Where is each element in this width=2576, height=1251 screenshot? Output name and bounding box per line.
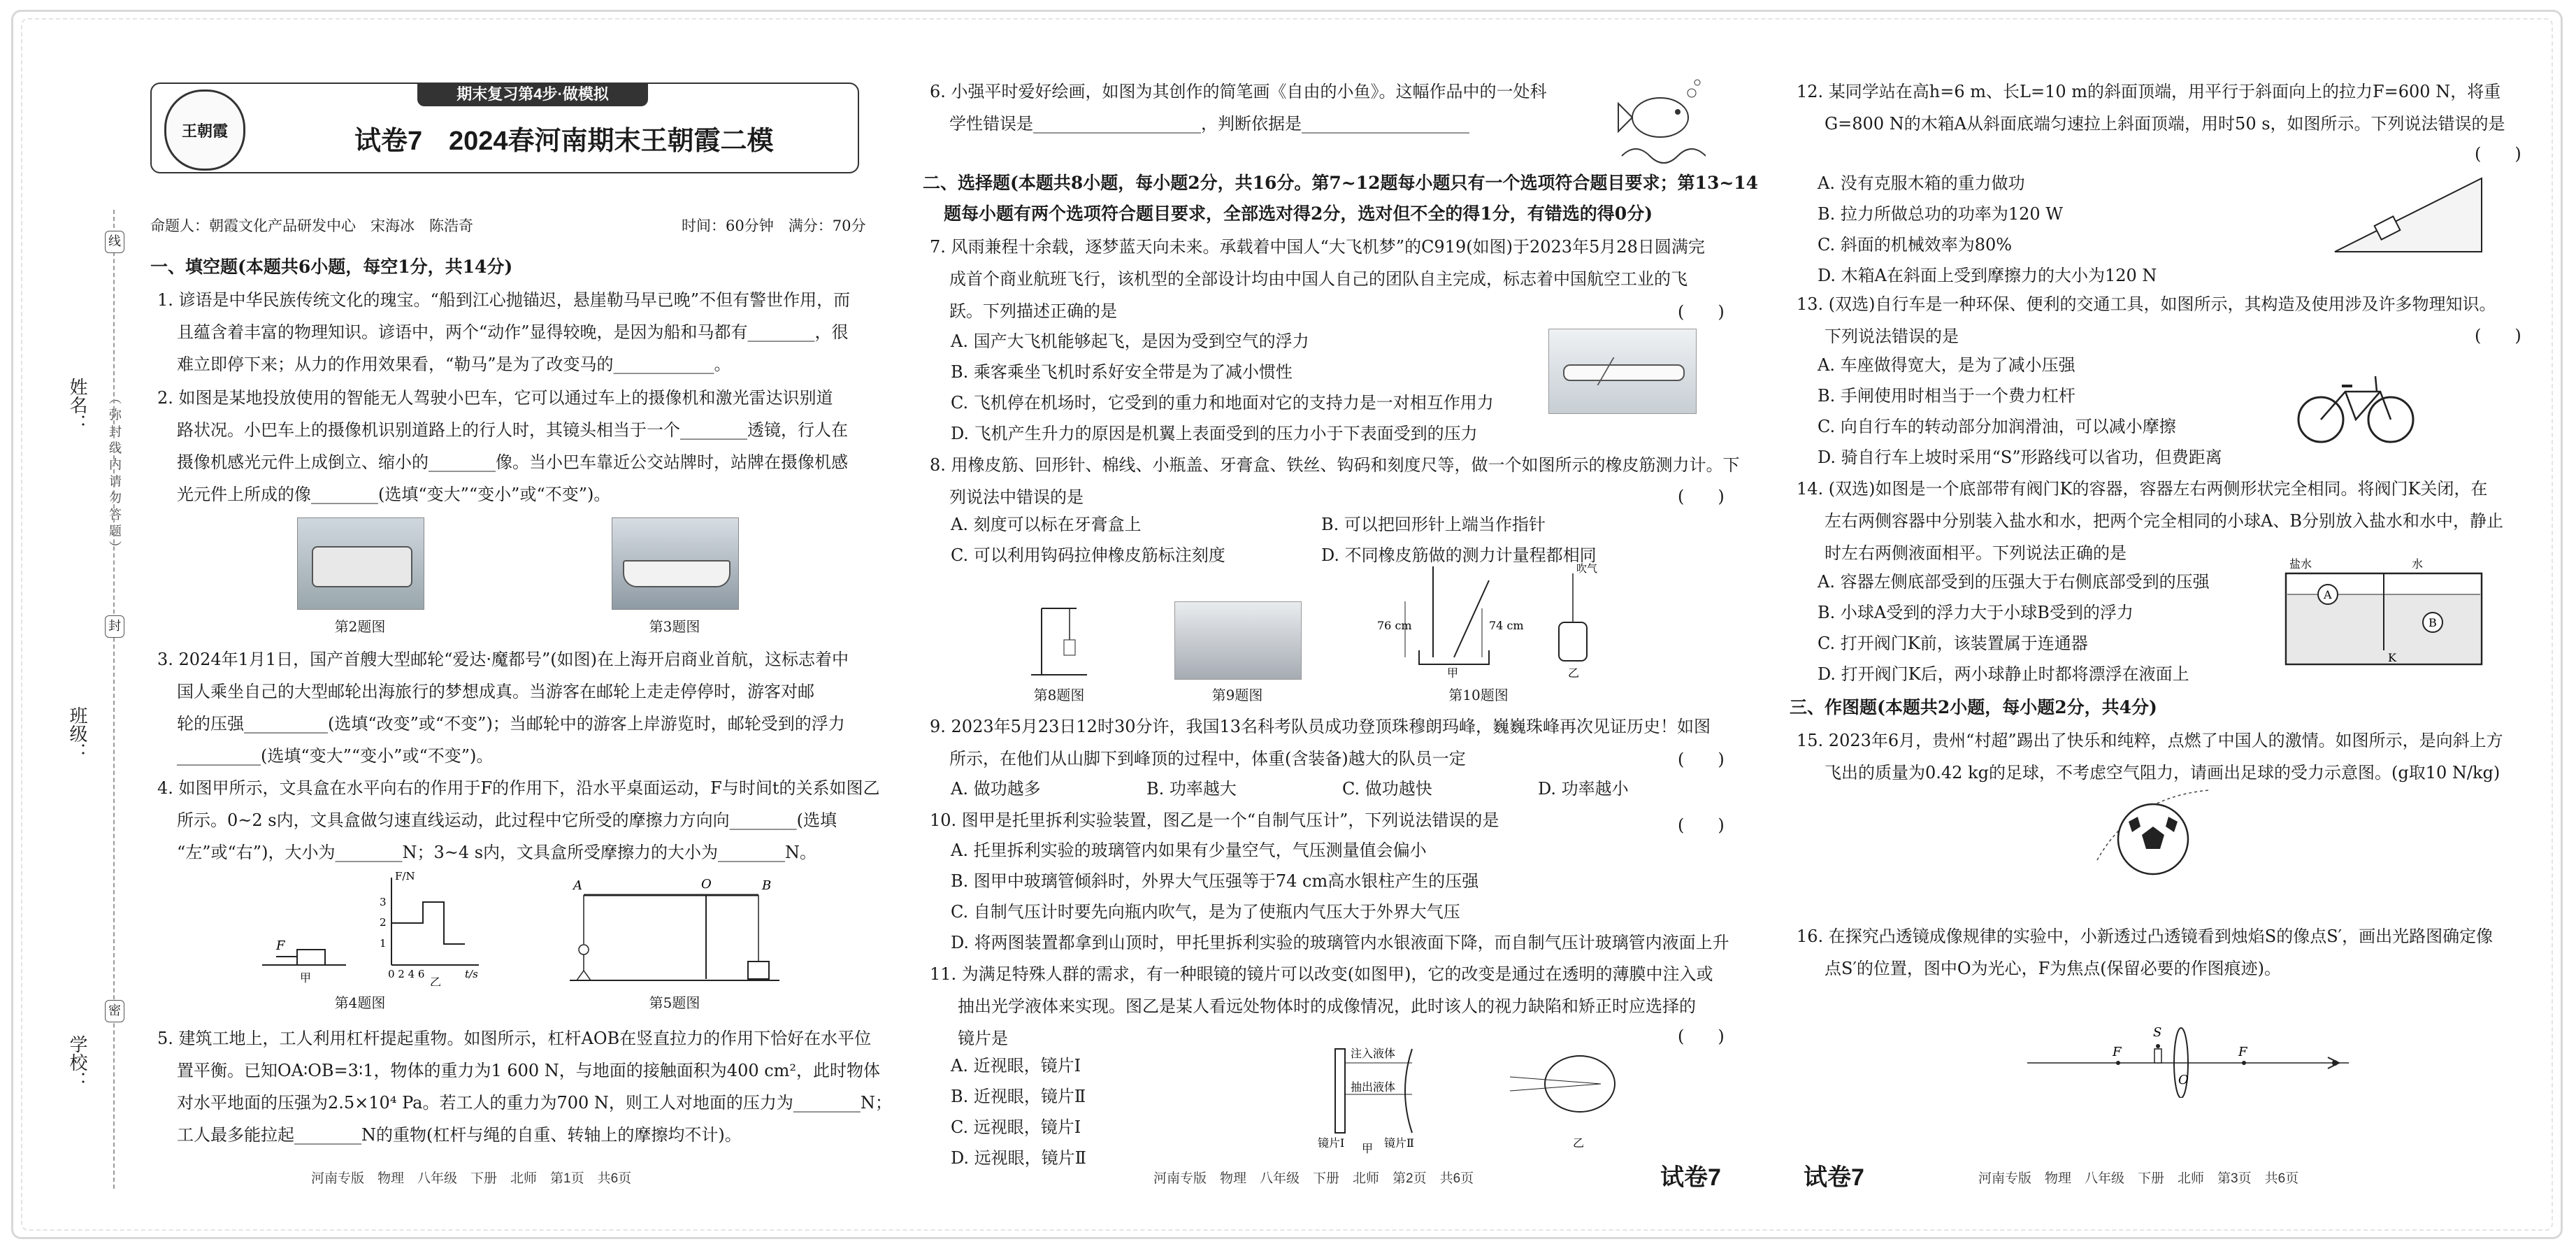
seal-mark-line: 线 — [105, 231, 124, 253]
fig10-caption: 第10题图 — [1448, 687, 1509, 703]
fig10-76cm: 76 cm — [1377, 619, 1412, 632]
fig8-caption: 第8题图 — [1033, 687, 1085, 703]
column-2 — [923, 0, 1759, 1251]
fig5-lever-diagram — [570, 867, 786, 986]
question-6: 6. 小强平时爱好绘画，如图为其创作的简笔画《自由的小鱼》。这幅作品中的一处科 学性错误是____________________，判断依据是____________________ — [930, 82, 1547, 134]
q13-answer-paren[interactable]: ( ) — [2475, 326, 2521, 345]
fig14-container — [2272, 552, 2503, 671]
exam-label-right: 试卷7 — [1804, 1164, 1864, 1191]
q8-option-a[interactable]: A. 刻度可以标在牙膏盒上 — [951, 515, 1142, 534]
page-title: 2024春河南期末王朝霞二模 — [449, 127, 774, 156]
fig10-74cm: 74 cm — [1489, 619, 1524, 632]
q12-option-b[interactable]: B. 拉力所做总功的功率为120 W — [1818, 204, 2063, 224]
question-13: 13. (双选)自行车是一种环保、便利的交通工具，如图所示，其构造及使用涉及许多物理知识。 下列说法错误的是 — [1797, 294, 2496, 346]
q11-answer-paren[interactable]: ( ) — [1678, 1027, 1725, 1046]
school-label: 学校： — [66, 1035, 87, 1089]
exam-label-middle: 试卷7 — [1660, 1164, 1721, 1191]
question-10: 10. 图甲是托里拆利实验装置，图乙是一个“自制气压计”，下列说法错误的是 — [930, 810, 1499, 830]
q10-option-c[interactable]: C. 自制气压计时要先向瓶内吹气，是为了使瓶内气压大于外界大气压 — [951, 902, 1460, 922]
question-11: 11. 为满足特殊人群的需求，有一种眼镜的镜片可以改变(如图甲)，它的改变是通过在透明的薄膜中注入或 抽出光学液体来实现。图乙是某人看远处物体时的成像情况，此时该人的视力缺陷和矫正时应选择的 镜片是 — [930, 964, 1713, 1048]
q12-answer-paren[interactable]: ( ) — [2475, 144, 2521, 164]
fig11-lens2: 镜片Ⅱ — [1384, 1136, 1414, 1150]
fig10-jia: 甲 — [1447, 666, 1459, 678]
fig16-S: S — [2153, 1025, 2162, 1040]
fig11-extract: 抽出液体 — [1351, 1080, 1396, 1094]
q13-option-c[interactable]: C. 向自行车的转动部分加润滑油，可以减小摩擦 — [1818, 417, 2176, 436]
fig3-caption: 第3题图 — [649, 618, 700, 635]
q8-option-b[interactable]: B. 可以把回形针上端当作指针 — [1321, 515, 1546, 534]
q8-option-c[interactable]: C. 可以利用钩码拉伸橡皮筋标注刻度 — [951, 545, 1225, 565]
fig12-incline — [2328, 168, 2489, 259]
fig10-yi: 乙 — [1568, 666, 1580, 678]
q11-option-c[interactable]: C. 远视眼，镜片Ⅰ — [951, 1117, 1081, 1137]
fig4-force-label: F — [276, 938, 285, 953]
fig4-y2: 2 — [380, 916, 387, 929]
q9-option-b[interactable]: B. 功率越大 — [1146, 779, 1237, 799]
fig5-caption: 第5题图 — [649, 994, 700, 1011]
q9-option-c[interactable]: C. 做功越快 — [1342, 779, 1432, 799]
name-label: 姓名： — [66, 378, 87, 432]
question-8: 8. 用橡皮筋、回形针、棉线、小瓶盖、牙膏盒、铁丝、钩码和刻度尺等，做一个如图所示的橡皮筋测力计。下 列说法中错误的是 — [930, 455, 1740, 507]
fig4-y1: 1 — [380, 937, 387, 950]
banner: 期末复习第4步·做模拟 — [417, 83, 648, 106]
q10-option-a[interactable]: A. 托里拆利实验的玻璃管内如果有少量空气，气压测量值会偏小 — [951, 841, 1427, 860]
question-3: 3. 2024年1月1日，国产首艘大型邮轮“爱达·魔都号”(如图)在上海开启商业首航，这标志着中 国人乘坐自己的大型邮轮出海旅行的梦想成真。当游客在邮轮上走走停停时，游客对邮 轮的压强__________(选填“改变”或“不变”)；当邮轮中的游客上岸游览时，邮轮受到的浮力 __________(选填“变大”“变小”或“不变”)。 — [157, 650, 849, 766]
fig9-climbers-photo — [1174, 601, 1302, 680]
fig4-t-label: t/s — [465, 968, 478, 980]
q11-option-b[interactable]: B. 近视眼，镜片Ⅱ — [951, 1087, 1086, 1106]
question-14: 14. (双选)如图是一个底部带有阀门K的容器，容器左右两侧形状完全相同。将阀门K关闭，在 左右两侧容器中分别装入盐水和水，把两个完全相同的小球A、B分别放入盐水和水中，静止 时左右两侧液面相平。下列说法正确的是 — [1797, 479, 2503, 563]
fig15-football — [2090, 783, 2216, 888]
q9-option-a[interactable]: A. 做功越多 — [951, 779, 1041, 799]
fig10-diagram — [1377, 559, 1601, 678]
fig4-yi-label: 乙 — [430, 975, 442, 986]
fig8-spring-scale — [1021, 601, 1098, 678]
fig9-caption: 第9题图 — [1211, 687, 1263, 703]
question-4: 4. 如图甲所示，文具盒在水平向右的作用于F的作用下，沿水平桌面运动，F与时间t的关系如图乙 所示。0~2 s内，文具盒做匀速直线运动，此过程中它所受的摩擦力方向向________(选填 “左”或“右”)，大小为________N；3~4 s内，文具盒所受摩擦力的大小为________N。 — [157, 778, 880, 862]
fig14-water: 水 — [2412, 557, 2424, 571]
fig14-salt: 盐水 — [2289, 557, 2312, 571]
q14-option-d[interactable]: D. 打开阀门K后，两小球静止时都将漂浮在液面上 — [1818, 664, 2189, 684]
class-label: 班级： — [66, 706, 87, 761]
section1-title: 一、填空题(本题共6小题，每空1分，共14分) — [150, 257, 513, 277]
q10-answer-paren[interactable]: ( ) — [1678, 815, 1725, 835]
authors: 命题人：朝霞文化产品研发中心 宋海冰 陈浩奇 — [150, 217, 473, 234]
question-5: 5. 建筑工地上，工人利用杠杆提起重物。如图所示，杠杆AOB在竖直拉力的作用下恰好在水平位 置平衡。已知OA∶OB=3∶1，物体的重力为1 600 N，与地面的接触面积为400 cm²，此时物体 对水平地面的压强为2.5×10⁴ Pa。若工人的重力为700 N，则工人对地面的压力为________N； 工人最多能拉起________N的重物(杠杆与绳的自重、转轴上的摩擦均不计)。 — [157, 1029, 892, 1145]
logo-text: 王朝霞 — [181, 122, 228, 141]
fig11-yi: 乙 — [1573, 1136, 1585, 1150]
question-15: 15. 2023年6月，贵州“村超”踢出了快乐和纯粹，点燃了中国人的激情。如图所示，是向斜上方 飞出的质量为0.42 kg的足球，不考虑空气阻力，请画出足球的受力示意图。(g取10 N/kg) — [1797, 731, 2503, 782]
q10-option-d[interactable]: D. 将两图装置都拿到山顶时，甲托里拆利实验的玻璃管内水银液面下降，而自制气压计玻璃管内液面上升 — [951, 933, 1729, 952]
q7-option-a[interactable]: A. 国产大飞机能够起飞，是因为受到空气的浮力 — [951, 331, 1309, 351]
fig11-inject: 注入液体 — [1351, 1047, 1396, 1060]
seal-notice: （ 弥 封 线 内 请 勿 答 题 ） — [107, 392, 122, 554]
fig11-lens1: 镜片Ⅰ — [1318, 1136, 1345, 1150]
q7-option-d[interactable]: D. 飞机产生升力的原因是机翼上表面受到的压力小于下表面受到的压力 — [951, 424, 1478, 443]
seal-mark-mi: 密 — [105, 1000, 124, 1022]
fig4-jia-label: 甲 — [300, 971, 312, 985]
q10-options — [951, 835, 1729, 958]
seal-dash-line — [113, 210, 115, 1189]
q13-option-a[interactable]: A. 车座做得宽大，是为了减小压强 — [1818, 355, 2075, 375]
fig7-airplane-photo — [1548, 329, 1697, 414]
section3-title: 三、作图题(本题共2小题，每小题2分，共4分) — [1790, 697, 2157, 717]
q12-option-c[interactable]: C. 斜面的机械效率为80% — [1818, 235, 2013, 255]
question-1: 1. 谚语是中华民族传统文化的瑰宝。“船到江心抛锚迟，悬崖勒马早已晚”不但有警世作用，而 且蕴含着丰富的物理知识。谚语中，两个“动作”显得较晚，是因为船和马都有________，很 难立即停下来；从力的作用效果看，“勒马”是为了改变马的____________。 — [157, 290, 851, 374]
fig11-lens-diagram — [1307, 1042, 1657, 1154]
fig10-blow: 吹气 — [1576, 562, 1598, 575]
fig16-lens-diagram — [2020, 1021, 2356, 1098]
fig5-B-label: B — [762, 878, 772, 893]
fig5-O-label: O — [701, 877, 712, 892]
column-1 — [150, 0, 892, 1251]
q13-options — [1818, 350, 2222, 473]
fig16-O: O — [2178, 1073, 2189, 1087]
question-12: 12. 某同学站在高h=6 m、长L=10 m的斜面顶端，用平行于斜面向上的拉力F=600 N，将重 G=800 N的木箱A从斜面底端匀速拉上斜面顶端，用时50 s，如图所示。下列说法错误的是 — [1797, 82, 2505, 134]
fig14-K: K — [2388, 651, 2396, 664]
fig2-caption: 第2题图 — [334, 618, 386, 635]
fig16-F1: F — [2113, 1045, 2122, 1059]
question-2: 2. 如图是某地投放使用的智能无人驾驶小巴车，它可以通过车上的摄像机和激光雷达识别道 路状况。小巴车上的摄像机识别道路上的行人时，其镜头相当于一个________透镜，行人在 摄像机感光元件上成倒立、缩小的________像。当小巴车靠近公交站牌时，站牌在摄像机感 光元件上所成的像________(选填“变大”“变小”或“不变”)。 — [157, 388, 848, 504]
q11-option-a[interactable]: A. 近视眼，镜片Ⅰ — [951, 1056, 1081, 1075]
q7-options — [951, 326, 1494, 449]
question-7: 7. 风雨兼程十余载，逐梦蓝天向未来。承载着中国人“大飞机梦”的C919(如图)于2023年5月28日圆满完 成首个商业航班飞行，该机型的全部设计均由中国人自己的团队自主完成，标志着中国航空工业的飞 跃。下列描述正确的是 — [930, 237, 1705, 321]
q13-option-b[interactable]: B. 手闸使用时相当于一个费力杠杆 — [1818, 386, 2075, 406]
column-3 — [1790, 0, 2531, 1251]
footer-page3: 河南专版 物理 八年级 下册 北师 第3页 共6页 — [1978, 1171, 2299, 1186]
q14-option-b[interactable]: B. 小球A受到的浮力大于小球B受到的浮力 — [1818, 603, 2134, 622]
fig3-cruise-photo — [612, 517, 739, 610]
q10-option-b[interactable]: B. 图甲中玻璃管倾斜时，外界大气压强等于74 cm高水银柱产生的压强 — [951, 871, 1479, 891]
q14-options — [1818, 566, 2210, 689]
question-9: 9. 2023年5月23日12时30分许，我国13名科考队员成功登顶珠穆朗玛峰，巍巍珠峰再次见证历史！如图 所示，在他们从山脚下到峰顶的过程中，体重(含装备)越大的队员一定 — [930, 717, 1711, 769]
fig16-F2: F — [2238, 1045, 2247, 1059]
q9-answer-paren[interactable]: ( ) — [1678, 750, 1725, 769]
q11-option-d[interactable]: D. 远视眼，镜片Ⅱ — [951, 1148, 1086, 1168]
fig4-xticks: 0 2 4 6 — [388, 968, 425, 980]
q12-option-a[interactable]: A. 没有克服木箱的重力做功 — [1818, 173, 2025, 193]
fig4-diagram — [255, 867, 507, 986]
fig4-fn-label: F/N — [395, 870, 415, 882]
q13-option-d[interactable]: D. 骑自行车上坡时采用“S”形路线可以省功，但费距离 — [1818, 448, 2222, 467]
q7-answer-paren[interactable]: ( ) — [1678, 302, 1725, 322]
question-16: 16. 在探究凸透镜成像规律的实验中，小新透过凸透镜看到烛焰S的像点S′，画出光路图确定像 点S′的位置，图中O为光心，F为焦点(保留必要的作图痕迹)。 — [1797, 927, 2494, 978]
q14-option-c[interactable]: C. 打开阀门K前，该装置属于连通器 — [1818, 634, 2088, 653]
fig4-y3: 3 — [380, 896, 387, 908]
q7-option-c[interactable]: C. 飞机停在机场时，它受到的重力和地面对它的支持力是一对相互作用力 — [951, 393, 1494, 413]
q9-option-d[interactable]: D. 功率越小 — [1538, 779, 1629, 799]
exam-header — [150, 83, 859, 173]
section2-title: 二、选择题(本题共8小题，每小题2分，共16分。第7~12题每小题只有一个选项符合题目要求；第13~14 题每小题有两个选项符合题目要求，全部选对得2分，选对但不全的得1分，有错选的得0分) — [923, 173, 1759, 224]
q12-option-d[interactable]: D. 木箱A在斜面上受到摩擦力的大小为120 N — [1818, 266, 2157, 285]
seal-mark-feng: 封 — [105, 615, 124, 638]
fig13-bicycle — [2293, 364, 2419, 448]
q8-option-d[interactable]: D. 不同橡皮筋做的测力计量程都相同 — [1321, 545, 1597, 565]
q7-option-b[interactable]: B. 乘客乘坐飞机时系好安全带是为了减小惯性 — [951, 362, 1293, 382]
q8-answer-paren[interactable]: ( ) — [1678, 487, 1725, 506]
fig14-B: B — [2429, 616, 2437, 629]
footer-page1: 河南专版 物理 八年级 下册 北师 第1页 共6页 — [311, 1171, 632, 1186]
fig4-caption: 第4题图 — [334, 994, 386, 1011]
logo — [164, 90, 245, 171]
fig2-bus-photo — [297, 517, 424, 610]
fig6-fish-drawing — [1615, 76, 1706, 166]
q12-options — [1818, 168, 2157, 291]
q11-options — [951, 1050, 1086, 1173]
footer-page2: 河南专版 物理 八年级 下册 北师 第2页 共6页 — [1153, 1171, 1474, 1186]
q14-option-a[interactable]: A. 容器左侧底部受到的压强大于右侧底部受到的压强 — [1818, 572, 2210, 592]
fig11-jia: 甲 — [1362, 1142, 1374, 1154]
fig14-A: A — [2324, 588, 2332, 601]
title-prefix: 试卷7 — [354, 127, 423, 156]
fig5-A-label: A — [573, 878, 582, 893]
time-score: 时间：60分钟 满分：70分 — [682, 217, 866, 234]
